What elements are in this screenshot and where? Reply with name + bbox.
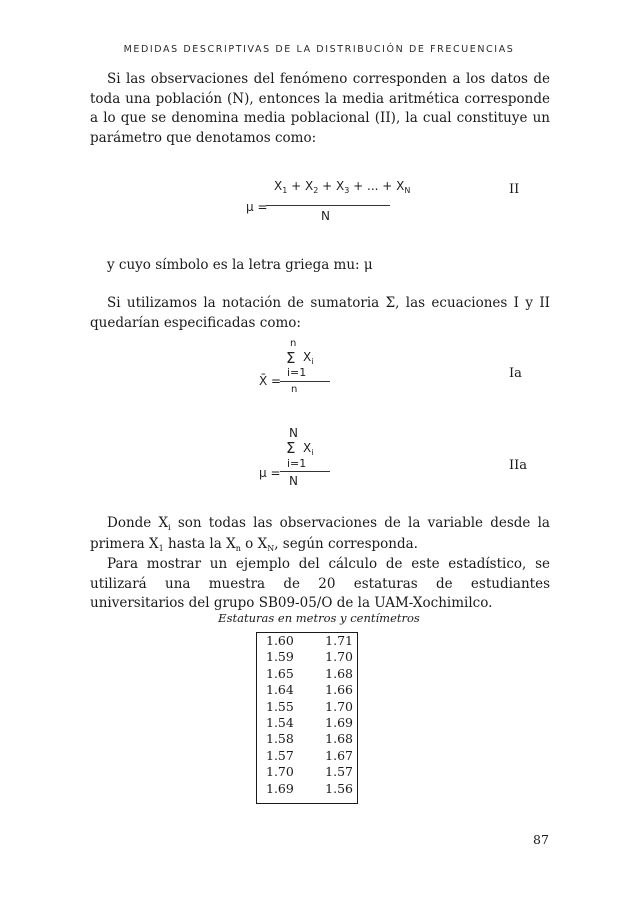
- table-cell: 1.66: [325, 682, 353, 698]
- table-cell: 1.68: [325, 731, 353, 747]
- table-cell: 1.71: [325, 633, 353, 648]
- equation-label: IIa: [509, 458, 528, 473]
- equation-denominator: N: [289, 474, 298, 488]
- table-row: [257, 715, 357, 731]
- sum-upper-limit: n: [290, 338, 297, 349]
- paragraph-donde: [90, 514, 550, 614]
- table-cell: 1.69: [325, 715, 353, 731]
- table-row: [257, 666, 357, 682]
- paragraph-text: Si utilizamos la notación de sumatoria Σ, las ecuaciones I y II quedarían especificadas como:: [90, 295, 550, 331]
- running-header: MEDIDAS DESCRIPTIVAS DE LA DISTRIBUCIÓN DE FRECUENCIAS: [123, 44, 515, 55]
- table-cell: 1.70: [325, 698, 353, 714]
- table-row: [257, 682, 357, 698]
- table-cell: 1.59: [266, 649, 294, 665]
- equation-lhs: μ =: [259, 466, 281, 480]
- sum-term: $X_i$: [303, 441, 314, 457]
- fraction-line: [266, 205, 390, 206]
- paragraph-text: Si las observaciones del fenómeno corresponden a los datos de toda una población (N), entonces la media aritmética corresponde a lo que se denomina media poblacional (II), la cual constituye un parámetro que denotamos como:: [90, 71, 550, 146]
- sum-term: $X_i$: [303, 350, 314, 366]
- table-cell: 1.64: [266, 682, 294, 698]
- table-caption: Estaturas en metros y centímetros: [218, 611, 420, 625]
- equation-numerator: $X_1 + X_2 + X_3$ + ... + $X_N$: [274, 179, 411, 195]
- table-row: [257, 748, 357, 764]
- table-cell: 1.60: [266, 633, 294, 648]
- table-cell: 1.70: [266, 764, 294, 780]
- paragraph-text: y cuyo símbolo es la letra griega mu: μ: [107, 257, 373, 273]
- equation-label: Ia: [509, 366, 522, 381]
- paragraph-sumatoria: [90, 294, 550, 333]
- table-cell: 1.70: [325, 649, 353, 665]
- sum-symbol: Σ: [286, 349, 296, 367]
- table-cell: 1.55: [266, 698, 294, 714]
- table-cell: 1.68: [325, 665, 353, 681]
- paragraph-text: Donde $X_i$ son todas las observaciones de la variable desde la primera $X_1$ hasta la $X_n$ o $X_N$, según corresponda.: [90, 515, 550, 553]
- sum-lower-limit: i=1: [287, 366, 307, 379]
- table-cell: 1.56: [325, 780, 353, 796]
- table-cell: 1.57: [266, 747, 294, 763]
- table-row: [257, 699, 357, 715]
- sum-symbol: Σ: [286, 439, 296, 457]
- page-number: 87: [533, 832, 549, 847]
- table-row: [257, 731, 357, 747]
- sum-lower-limit: i=1: [287, 457, 307, 470]
- table-cell: 1.67: [325, 747, 353, 763]
- equation-denominator: n: [291, 384, 298, 395]
- fraction-line: [280, 381, 330, 382]
- equation-denominator: N: [321, 209, 330, 223]
- table-row: [257, 649, 357, 665]
- paragraph-poblacion: [90, 70, 550, 148]
- table-cell: 1.69: [266, 780, 294, 796]
- table-cell: 1.54: [266, 715, 294, 731]
- fraction-line: [280, 471, 330, 472]
- paragraph-text: Para mostrar un ejemplo del cálculo de este estadístico, se utilizará una muestra de 20 estaturas de estudiantes universitarios del grupo SB09-05/O de la UAM-Xochimilco.: [90, 556, 550, 611]
- equation-label: II: [509, 182, 520, 197]
- heights-table: [256, 632, 358, 804]
- table-row: [257, 633, 357, 649]
- paragraph-mu: [90, 256, 550, 276]
- table-row: [257, 764, 357, 780]
- table-cell: 1.57: [325, 764, 353, 780]
- table-row: [257, 781, 357, 797]
- sum-upper-limit: N: [289, 426, 298, 440]
- equation-lhs: X̄ =: [259, 374, 282, 388]
- table-cell: 1.65: [266, 665, 294, 681]
- equation-lhs: μ =: [246, 200, 268, 214]
- table-cell: 1.58: [266, 731, 294, 747]
